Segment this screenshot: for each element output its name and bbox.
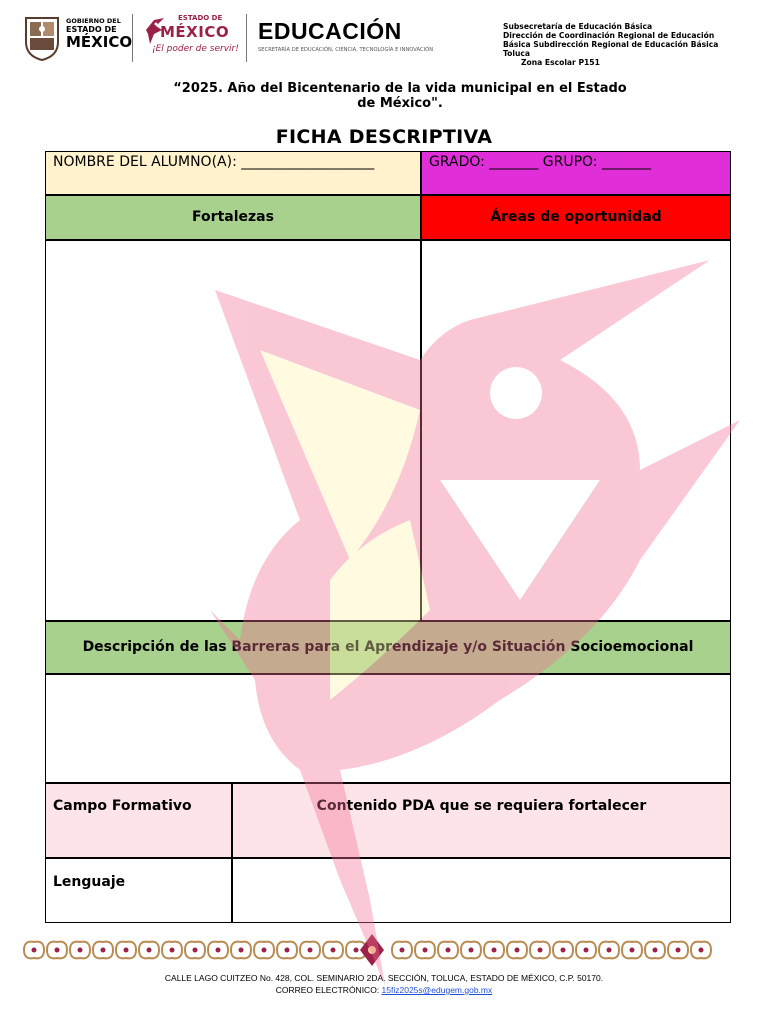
border-motif-dot (193, 948, 198, 953)
edomex-logo (140, 12, 240, 64)
educacion-subtitle: SECRETARÍA DE EDUCACIÓN, CIENCIA, TECNOLOGÍA E INNOVACIÓN (258, 47, 434, 53)
border-motif-dot (400, 948, 405, 953)
border-motif-dot (423, 948, 428, 953)
border-motif-dot (55, 948, 60, 953)
border-motif-dot (584, 948, 589, 953)
contenido-pda-header: Contenido PDA que se requiera fortalecer (232, 783, 731, 858)
border-motif-dot (446, 948, 451, 953)
header (0, 0, 768, 75)
border-motif-dot (561, 948, 566, 953)
border-motif-dot (653, 948, 658, 953)
descripcion-barreras-input-area[interactable] (45, 674, 731, 783)
nombre-alumno-field[interactable]: NOMBRE DEL ALUMNO(A): ___________________ (45, 151, 421, 195)
gobierno-text (66, 18, 132, 50)
border-motif-dot (469, 948, 474, 953)
border-motif-dot (124, 948, 129, 953)
gobierno-estado-mexico-logo (22, 12, 133, 64)
gob-line2: ESTADO DE (66, 24, 117, 34)
fortalezas-input-area[interactable] (45, 240, 421, 621)
edomex-big: MÉXICO (160, 23, 230, 41)
fortalezas-header: Fortalezas (45, 195, 421, 240)
footer (0, 972, 768, 996)
border-motif-dot (331, 948, 336, 953)
descripcion-barreras-header: Descripción de las Barreras para el Aprendizaje y/o Situación Socioemocional (45, 621, 731, 674)
border-motif-dot (32, 948, 37, 953)
border-motif-dot (285, 948, 290, 953)
footer-email-line (276, 985, 493, 995)
state-seal-icon (22, 12, 62, 62)
border-motif-dot (354, 948, 359, 953)
motto (170, 81, 630, 111)
border-motif-dot (492, 948, 497, 953)
motto-line2: de México". (357, 96, 443, 111)
subsec-line: Subsecretaría de Educación Básica (503, 22, 653, 31)
subsec-line: Básica Subdirección Regional de Educación Básica (503, 40, 719, 49)
border-motif-dot (676, 948, 681, 953)
border-motif-dot (630, 948, 635, 953)
lenguaje-label: Lenguaje (45, 858, 232, 923)
gob-line3: MÉXICO (66, 32, 133, 51)
border-motif-dot (538, 948, 543, 953)
areas-oportunidad-header: Áreas de oportunidad (421, 195, 731, 240)
border-motif-dot (78, 948, 83, 953)
border-motif-dot (262, 948, 267, 953)
footer-email-label: CORREO ELECTRÓNICO: (275, 985, 380, 995)
edomex-slogan: ¡El poder de servir! (152, 44, 239, 54)
campo-formativo-header: Campo Formativo (45, 783, 232, 858)
border-motif-dot (147, 948, 152, 953)
educacion-logo (258, 20, 433, 53)
border-center-flower-core (368, 946, 376, 954)
ficha-form (45, 151, 731, 923)
grado-grupo-field[interactable]: GRADO: _______ GRUPO: _______ (421, 151, 731, 195)
divider (132, 14, 133, 62)
divider (246, 14, 247, 62)
areas-oportunidad-input-area[interactable] (421, 240, 731, 621)
decorative-border-band (22, 933, 722, 967)
educacion-title: EDUCACIÓN (258, 18, 402, 44)
page-title: FICHA DESCRIPTIVA (275, 126, 493, 148)
edomex-small: ESTADO DE (178, 14, 223, 22)
footer-address: CALLE LAGO CUITZEO No. 428, COL. SEMINARIO 2DA. SECCIÓN, TOLUCA, ESTADO DE MÉXICO, C.P. 50170. (164, 973, 604, 983)
border-motif-dot (515, 948, 520, 953)
border-motif-dot (239, 948, 244, 953)
subsecretaria-block (503, 22, 753, 67)
border-motif-dot (170, 948, 175, 953)
zona-escolar: Zona Escolar P151 (521, 58, 600, 67)
border-motif-dot (699, 948, 704, 953)
gob-line1: GOBIERNO DEL (66, 17, 121, 25)
footer-email-link[interactable]: 15fiz2025s@edugem.gob.mx (381, 985, 493, 995)
subsec-line: Toluca (503, 49, 531, 58)
border-motif-dot (216, 948, 221, 953)
motto-line1: “2025. Año del Bicentenario de la vida municipal en el Estado (173, 81, 627, 96)
subsec-line: Dirección de Coordinación Regional de Educación (503, 31, 715, 40)
border-motif-dot (101, 948, 106, 953)
border-motif-dot (607, 948, 612, 953)
lenguaje-input-area[interactable] (232, 858, 731, 923)
border-motif-dot (308, 948, 313, 953)
